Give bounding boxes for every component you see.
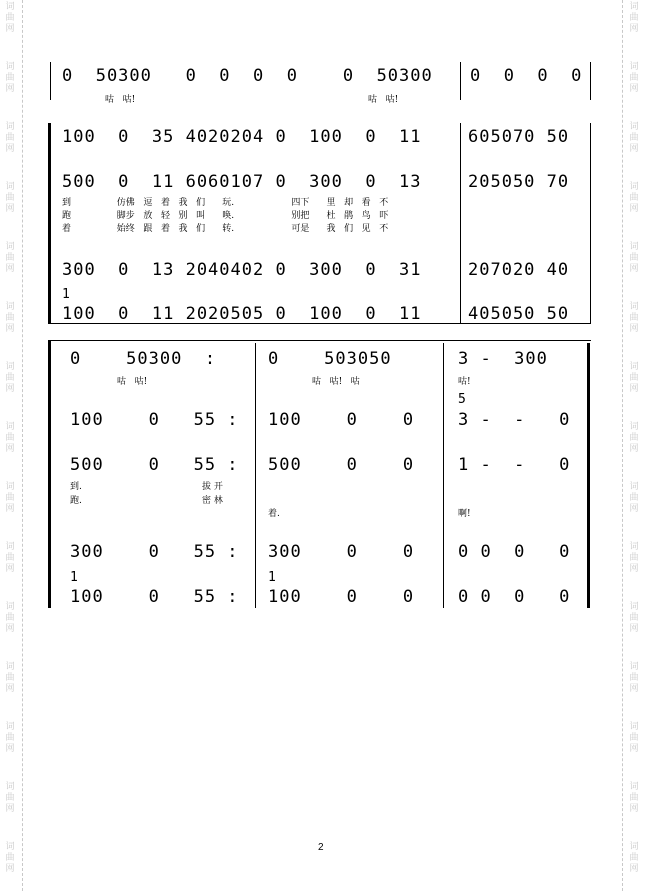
system-3-lyric: 咕 咕! 咕 [312,377,360,387]
system-2-lyric-line: 着 始终 跟 着 我 们 转. 可是 我 们 见 不 [62,224,389,234]
system-3-lyric: 跑. [70,496,82,506]
system-2-row-end: 205050 70 [468,172,570,192]
system-3-row: 500 0 55 : [70,455,239,475]
watermark-stamp: 词 曲 网 [5,2,15,34]
system-3-row: 0 0 0 0 [458,542,571,562]
system-3-upper-note: 1 [268,570,277,585]
system-1-left-bar [50,62,51,100]
watermark-stamp: 词 曲 网 [5,662,15,694]
system-3-row: 300 0 0 [268,542,415,562]
watermark-stamp: 词 曲 网 [629,782,639,814]
system-2-row: 100 0 11 2020505 0 100 0 11 [62,304,422,324]
watermark-stamp: 词 曲 网 [5,362,15,394]
watermark-stamp: 词 曲 网 [629,242,639,274]
system-2-row-end: 405050 50 [468,304,570,324]
system-3-row: 500 0 0 [268,455,415,475]
system-3-bar [443,343,444,608]
system-3-row: 1 - - 0 [458,455,571,475]
watermark-stamp: 词 曲 网 [5,602,15,634]
system-2-bar [460,123,461,323]
watermark-stamp: 词 曲 网 [629,182,639,214]
system-3-row: 300 0 55 : [70,542,239,562]
system-2-row-end: 605070 50 [468,127,570,147]
system-3-row: 100 0 0 [268,587,415,607]
watermark-stamp: 词 曲 网 [629,842,639,874]
watermark-stamp: 词 曲 网 [5,182,15,214]
system-3-row: 100 0 55 : [70,410,239,430]
system-3-lyric: 咕! [458,377,471,387]
system-3-row: 100 0 0 [268,410,415,430]
system-2-row-end: 207020 40 [468,260,570,280]
watermark-stamp: 词 曲 网 [5,782,15,814]
system-3-row: 0 0 0 0 [458,587,571,607]
watermark-stamp: 词 曲 网 [629,62,639,94]
system-2-upper-note: 1 [62,287,71,302]
system-3-upper-note: 5 [458,392,467,407]
system-3-lyric: 咕 咕! [117,377,148,387]
watermark-stamp: 词 曲 网 [629,302,639,334]
system-3-lyric: 到. [70,482,82,492]
system-3-final-bar [587,343,590,608]
watermark-stamp: 词 曲 网 [629,2,639,34]
watermark-stamp: 词 曲 网 [629,122,639,154]
watermark-stamp: 词 曲 网 [629,362,639,394]
left-margin-line [22,0,23,891]
system-1-notation-row-end: 0 0 0 0 [470,66,583,86]
system-1-lyric: 咕 咕! [105,95,136,105]
system-3-row: 3 - - 0 [458,410,571,430]
watermark-stamp: 词 曲 网 [5,422,15,454]
watermark-stamp: 词 曲 网 [629,602,639,634]
system-3-row: 100 0 55 : [70,587,239,607]
system-3-row: 3 - 300 [458,349,548,369]
system-2-end-bar [590,123,591,323]
system-1-notation-row: 0 50300 0 0 0 0 0 50300 [62,66,456,86]
system-3-row: 0 50300 : [70,349,217,369]
system-1-end-bar [590,62,591,100]
system-2-lyric-line: 跑 脚步 放 轻 别 叫 唤. 别把 杜 鹃 鸟 吓 [62,211,389,221]
watermark-stamp: 词 曲 网 [629,542,639,574]
system-3-lyric: 着. [268,509,280,519]
watermark-stamp: 词 曲 网 [5,842,15,874]
system-1-bar [460,62,461,100]
watermark-stamp: 词 曲 网 [5,242,15,274]
watermark-stamp: 词 曲 网 [5,542,15,574]
watermark-stamp: 词 曲 网 [5,722,15,754]
watermark-stamp: 词 曲 网 [5,302,15,334]
system-3-lyric: 密 林 [202,496,223,506]
system-3-upper-note: 1 [70,570,79,585]
system-1-lyric: 咕 咕! [368,95,399,105]
watermark-stamp: 词 曲 网 [629,722,639,754]
system-3-brace-bar [48,340,51,608]
system-2-row: 300 0 13 2040402 0 300 0 31 [62,260,422,280]
watermark-stamp: 词 曲 网 [629,422,639,454]
watermark-stamp: 词 曲 网 [5,122,15,154]
system-2-row: 500 0 11 6060107 0 300 0 13 [62,172,422,192]
watermark-stamp: 词 曲 网 [629,662,639,694]
page-number: 2 [318,842,324,853]
system-2-brace-bar [48,123,51,323]
watermark-stamp: 词 曲 网 [5,482,15,514]
system-3-bar [255,343,256,608]
system-3-lyric: 拔 开 [202,482,223,492]
system-2-row: 100 0 35 4020204 0 100 0 11 [62,127,422,147]
system-3-lyric: 啊! [458,509,471,519]
system-3-row: 0 503050 [268,349,392,369]
watermark-stamp: 词 曲 网 [629,482,639,514]
right-margin-line [622,0,623,891]
watermark-stamp: 词 曲 网 [5,62,15,94]
system-3-top-rule [48,340,591,341]
system-2-lyric-line: 到 仿佛 逗 着 我 们 玩. 四下 里 却 看 不 [62,198,389,208]
